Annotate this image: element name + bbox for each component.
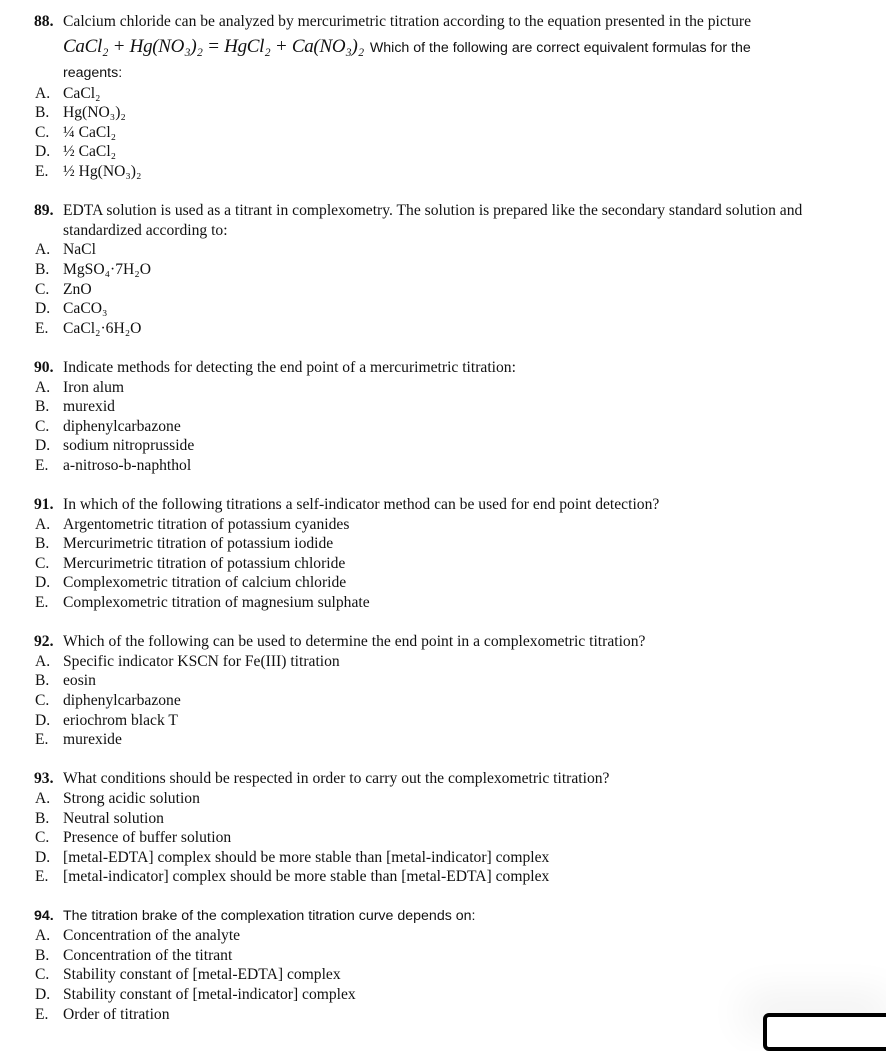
option-letter: B. [35, 260, 50, 278]
question-document [0, 12, 886, 1044]
option-letter: D. [35, 848, 51, 866]
answer-option [0, 671, 886, 691]
question-number: 90. [34, 358, 54, 376]
answer-option [0, 926, 886, 946]
option-letter: E. [35, 456, 49, 474]
answer-option [0, 652, 886, 672]
answer-option [0, 162, 886, 182]
option-letter: D. [35, 574, 51, 592]
answer-option [0, 946, 886, 966]
option-text: Presence of buffer solution [63, 829, 232, 847]
answer-option [0, 417, 886, 437]
question-text: In which of the following titrations a self-indicator method can be used for end point detection? [63, 496, 660, 514]
question-92 [0, 632, 886, 750]
answer-option [0, 142, 886, 162]
option-letter: A. [35, 378, 51, 396]
option-text: murexid [63, 398, 115, 416]
option-text: Stability constant of [metal-indicator] complex [63, 985, 356, 1003]
option-text: NaCl [63, 241, 96, 259]
option-text: Specific indicator KSCN for Fe(III) titration [63, 652, 340, 670]
answer-option [0, 593, 886, 613]
option-text: CaCl₂·6H₂O [63, 319, 142, 337]
answer-option [0, 867, 886, 887]
question-89 [0, 201, 886, 338]
question-text: Calcium chloride can be analyzed by mercurimetric titration according to the equation presented in the picture [63, 13, 752, 30]
option-text: Argentometric titration of potassium cyanides [63, 515, 350, 533]
option-letter: B. [35, 809, 50, 827]
question-stem [0, 769, 853, 789]
answer-option [0, 554, 886, 574]
option-text: Order of titration [63, 1005, 170, 1023]
option-text: ¼ CaCl₂ [63, 123, 117, 141]
question-93 [0, 769, 886, 887]
question-stem [0, 907, 853, 927]
option-letter: A. [35, 84, 51, 102]
option-letter: E. [35, 731, 49, 749]
option-letter: C. [35, 280, 50, 298]
question-text: Indicate methods for detecting the end point of a mercurimetric titration: [63, 358, 516, 376]
option-letter: A. [35, 927, 51, 945]
option-letter: B. [35, 398, 50, 416]
question-stem [0, 201, 853, 240]
option-letter: A. [35, 789, 51, 807]
option-letter: E. [35, 162, 49, 180]
question-stem [0, 495, 853, 515]
option-letter: D. [35, 711, 51, 729]
question-94 [0, 907, 886, 1025]
option-text: [metal-EDTA] complex should be more stable than [metal-indicator] complex [63, 848, 550, 866]
option-text: MgSO₄·7H₂O [63, 260, 151, 278]
option-text: diphenylcarbazone [63, 417, 181, 435]
answer-option [0, 848, 886, 868]
question-number: 89. [34, 202, 54, 220]
option-letter: A. [35, 241, 51, 259]
question-number: 91. [34, 496, 54, 514]
option-letter: C. [35, 829, 50, 847]
option-text: CaCO₃ [63, 300, 108, 318]
option-text: murexide [63, 731, 122, 749]
answer-option [0, 240, 886, 260]
option-text: Concentration of the analyte [63, 927, 241, 945]
option-text: Iron alum [63, 378, 125, 396]
answer-option [0, 397, 886, 417]
option-letter: C. [35, 417, 50, 435]
answer-option [0, 809, 886, 829]
answer-option [0, 378, 886, 398]
answer-option [0, 691, 886, 711]
option-text: sodium nitroprusside [63, 437, 195, 455]
option-text: diphenylcarbazone [63, 692, 181, 709]
question-number: 94. [34, 907, 54, 924]
option-text: ½ Hg(NO₃)₂ [63, 162, 142, 180]
answer-option [0, 515, 886, 535]
option-letter: E. [35, 594, 49, 612]
question-text: EDTA solution is used as a titrant in complexometry. The solution is prepared like the secondary standard solution and standardized according to: [63, 202, 803, 239]
answer-option [0, 84, 886, 104]
option-letter: D. [35, 300, 51, 318]
question-text: Which of the following can be used to determine the end point in a complexometric titration? [63, 633, 646, 651]
option-text: Hg(NO₃)₂ [63, 104, 126, 122]
answer-option [0, 573, 886, 593]
option-letter: D. [35, 143, 51, 161]
option-text: Stability constant of [metal-EDTA] complex [63, 966, 341, 984]
question-text: The titration brake of the complexation titration curve depends on: [63, 907, 476, 924]
option-letter: B. [35, 946, 50, 964]
equation-line [0, 32, 886, 62]
answer-option [0, 456, 886, 476]
option-text: [metal-indicator] complex should be more stable than [metal-EDTA] complex [63, 868, 550, 886]
option-text: Mercurimetric titration of potassium iodide [63, 535, 334, 553]
question-stem [0, 632, 853, 652]
overlay-panel-edge [763, 1013, 886, 1051]
option-text: Complexometric titration of calcium chloride [63, 574, 347, 592]
option-letter: B. [35, 672, 50, 690]
option-text: a-nitroso-b-naphthol [63, 456, 192, 474]
answer-option [0, 319, 886, 339]
answer-option [0, 103, 886, 123]
option-text: ½ CaCl₂ [63, 143, 117, 161]
answer-option [0, 985, 886, 1005]
option-text: eriochrom black T [63, 711, 178, 729]
option-letter: C. [35, 123, 50, 141]
question-88 [0, 12, 886, 182]
question-text: What conditions should be respected in order to carry out the complexometric titration? [63, 770, 610, 788]
question-text-continued: Which of the following are correct equivalent formulas for the [369, 39, 751, 56]
answer-option [0, 280, 886, 300]
answer-option [0, 965, 886, 985]
answer-option [0, 730, 886, 750]
answer-option [0, 789, 886, 809]
option-letter: C. [35, 554, 50, 572]
question-number: 93. [34, 770, 54, 788]
chemical-equation: CaCl₂ + Hg(NO₃)₂ = HgCl₂ + Ca(NO₃)₂ [63, 35, 364, 57]
option-letter: B. [35, 104, 50, 122]
option-text: Complexometric titration of magnesium sulphate [63, 594, 370, 612]
option-text: eosin [63, 672, 96, 690]
option-letter: C. [35, 692, 50, 709]
question-text-continued: reagents: [63, 64, 123, 81]
option-text: CaCl₂ [63, 84, 101, 102]
option-text: Neutral solution [63, 809, 164, 827]
option-letter: D. [35, 437, 51, 455]
option-letter: E. [35, 1005, 49, 1023]
option-text: Mercurimetric titration of potassium chloride [63, 554, 346, 572]
answer-option [0, 436, 886, 456]
option-text: Strong acidic solution [63, 789, 200, 807]
option-letter: E. [35, 868, 49, 886]
option-letter: D. [35, 985, 51, 1003]
question-91 [0, 495, 886, 613]
question-stem [0, 358, 853, 378]
answer-option [0, 260, 886, 280]
option-text: Concentration of the titrant [63, 946, 233, 964]
answer-option [0, 711, 886, 731]
option-letter: C. [35, 966, 50, 984]
question-stem [0, 12, 853, 32]
option-letter: A. [35, 652, 51, 670]
option-letter: E. [35, 319, 49, 337]
answer-option [0, 828, 886, 848]
answer-option [0, 1005, 886, 1025]
question-90 [0, 358, 886, 476]
answer-option [0, 534, 886, 554]
option-text: ZnO [63, 280, 92, 298]
question-number: 92. [34, 633, 54, 651]
answer-option [0, 123, 886, 143]
option-letter: A. [35, 515, 51, 533]
question-number: 88. [34, 13, 54, 30]
option-letter: B. [35, 535, 50, 553]
answer-option [0, 299, 886, 319]
